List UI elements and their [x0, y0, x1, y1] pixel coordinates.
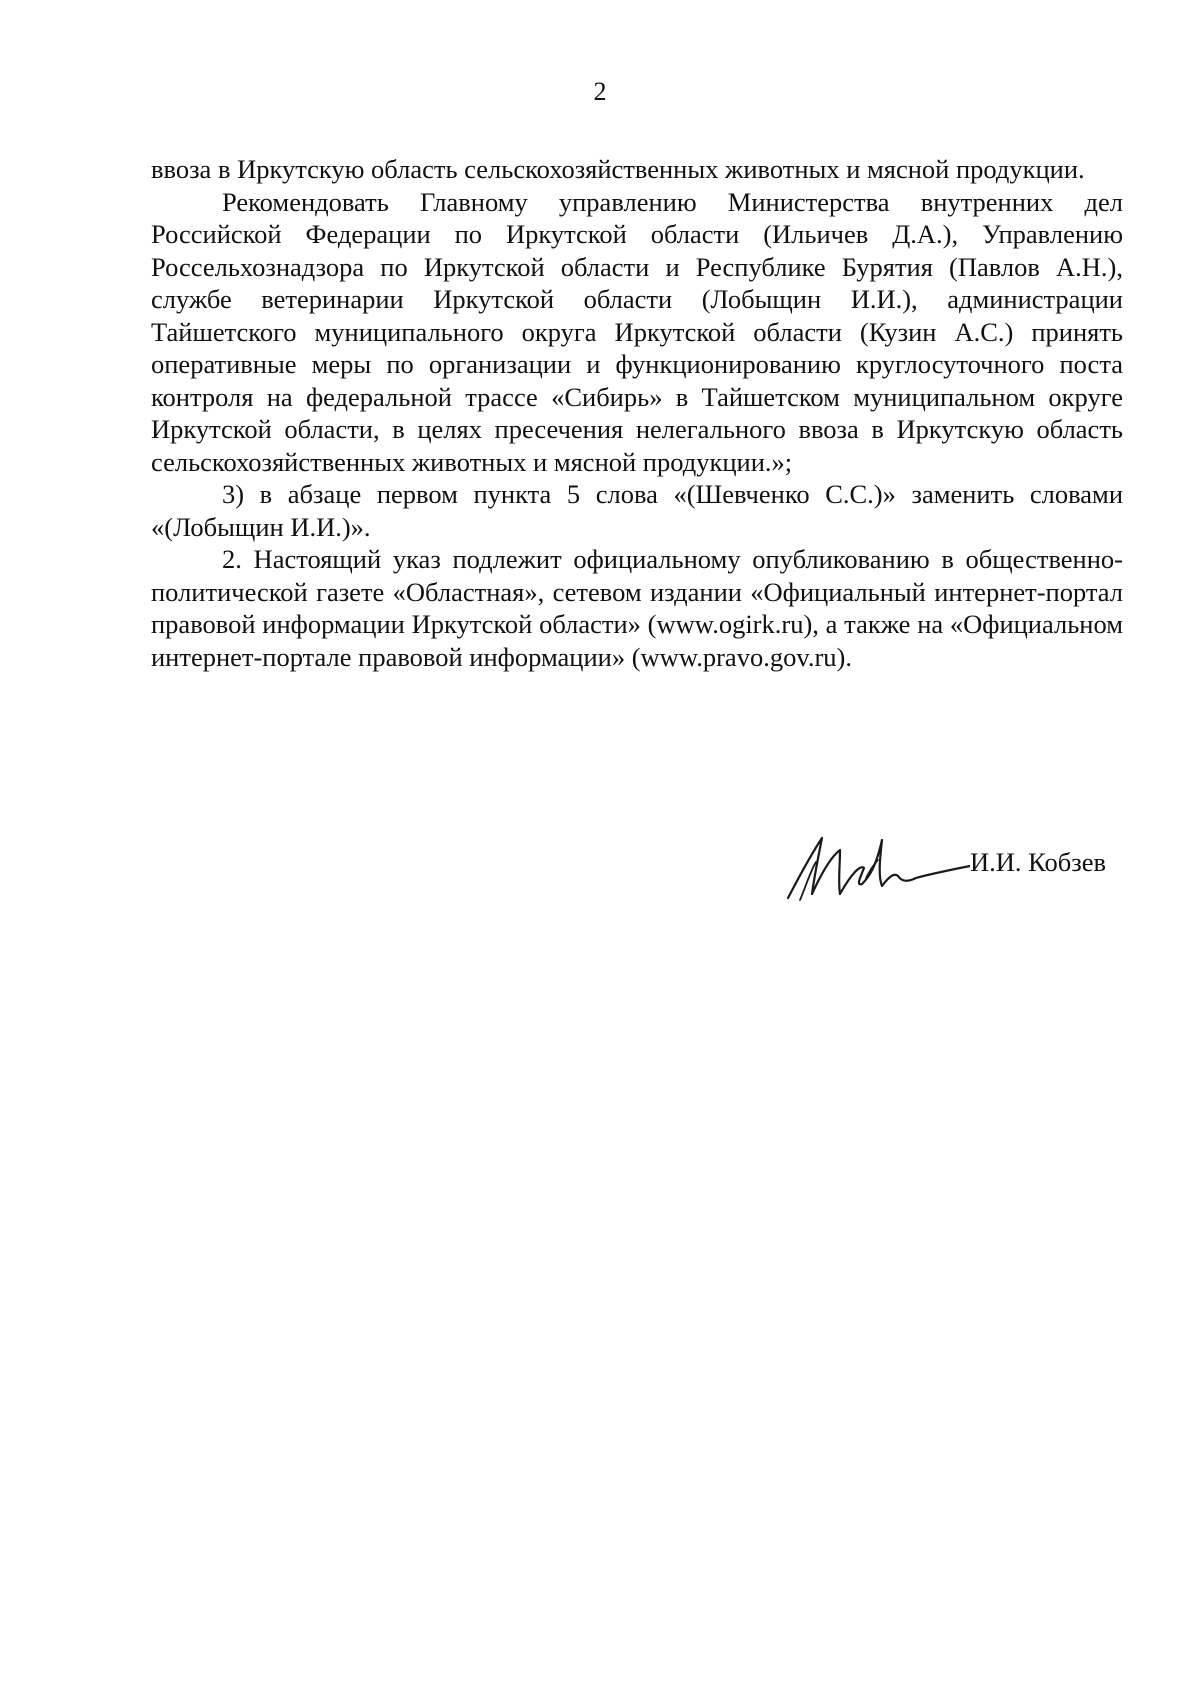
- paragraph: ввоза в Иркутскую область сельскохозяйственных животных и мясной продукции.: [151, 154, 1085, 184]
- paragraph: 3) в абзаце первом пункта 5 слова «(Шевченко С.С.)» заменить словами «(Лобыщин И.И.)».: [151, 479, 1123, 542]
- paragraph: Рекомендовать Главному управлению Министерства внутренних дел Российской Федерации по Иркутской области (Ильичев Д.А.), Управлению Россельхознадзора по Иркутской области и Республике Бурятия (Павлов А.Н.), службе ветеринарии Иркутской области (Лобыщин И.И.), администрации Тайшетского муниципального округа Иркутской области (Кузин А.С.) принять оперативные меры по организации и функционированию круглосуточного поста контроля на федеральной трассе «Сибирь» в Тайшетском муниципальном округе Иркутской области, в целях пресечения нелегального ввоза в Иркутскую область сельскохозяйственных животных и мясной продукции.»;: [151, 186, 1123, 477]
- document-body: [151, 153, 1123, 673]
- signer-name: И.И. Кобзев: [970, 847, 1106, 877]
- handwritten-signature: [770, 820, 970, 930]
- page-number: 2: [593, 77, 607, 106]
- paragraph: 2. Настоящий указ подлежит официальному опубликованию в общественно-политической газете «Областная», сетевом издании «Официальный интернет-портал правовой информации Иркутской области» (www.ogirk.ru), а также на «Официальном интернет-портале правовой информации» (www.pravo.gov.ru).: [151, 544, 1123, 672]
- signature-block: [770, 820, 1130, 930]
